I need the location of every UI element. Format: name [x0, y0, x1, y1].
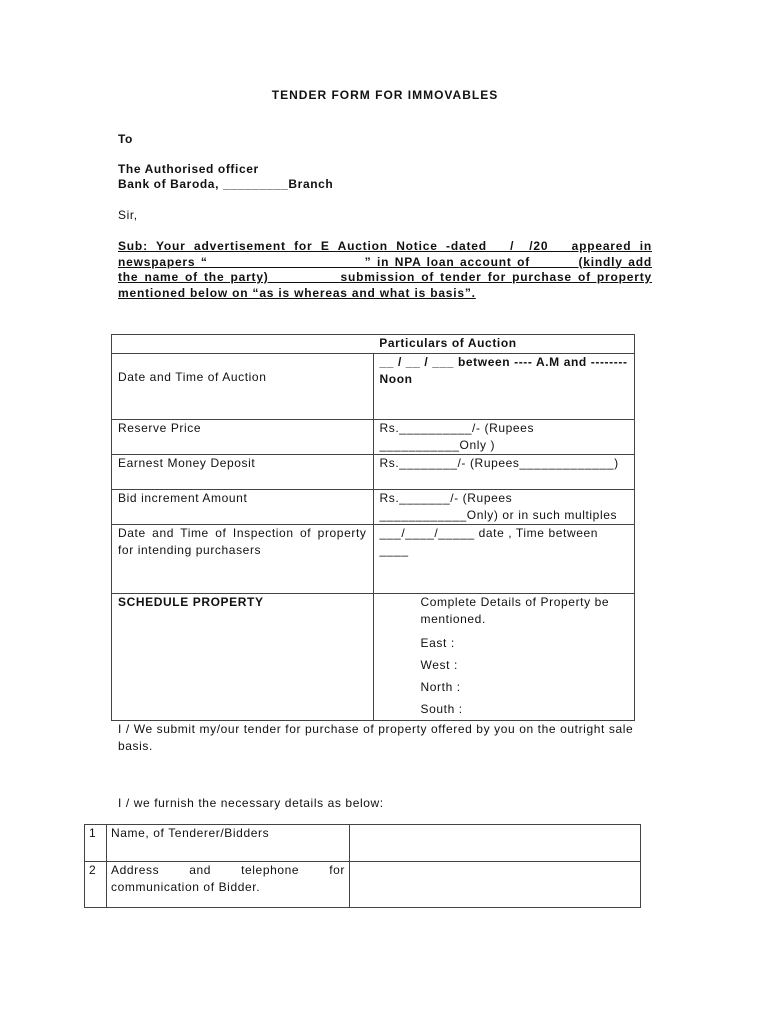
auction-datetime-value-cell[interactable]: [373, 354, 635, 420]
table-row: [85, 862, 641, 908]
subject-line-4: mentioned below on “as is whereas and what is basis”.: [118, 285, 476, 300]
inspection-label-cell: [112, 525, 374, 594]
schedule-value-cell[interactable]: [373, 594, 635, 721]
particulars-heading: Particulars of Auction: [379, 336, 517, 350]
table-row: [112, 525, 635, 594]
auction-particulars-table: [111, 334, 635, 721]
to-label: To: [118, 132, 133, 146]
schedule-north: North :: [420, 680, 461, 694]
table-row: [85, 825, 641, 862]
schedule-intro: Complete Details of Property be mentioned.: [420, 595, 610, 626]
inspection-value: ___/____/_____ date , Time between ____: [379, 526, 599, 557]
bid-increment-label: Bid increment Amount: [118, 491, 248, 505]
bid-increment-label-cell: [112, 490, 374, 525]
table-row: [112, 335, 635, 354]
bid-increment-value: Rs._______/- (Rupees ____________Only) or in such multiples: [379, 491, 618, 522]
bid-increment-value-cell[interactable]: [373, 490, 635, 525]
emd-value: Rs.________/- (Rupees_____________): [379, 456, 619, 470]
auction-datetime-value: __ / __ / ___ between ---- A.M and -------- Noon: [379, 355, 628, 386]
salutation: Sir,: [118, 208, 138, 222]
bidder-address-label: Address and telephone for communication of Bidder.: [107, 862, 350, 908]
reserve-price-value: Rs.__________/- (Rupees ___________Only ): [379, 421, 535, 452]
table-row: [112, 354, 635, 420]
auction-datetime-label-cell: [112, 354, 374, 420]
emd-value-cell[interactable]: [373, 455, 635, 490]
reserve-price-label-cell: [112, 420, 374, 455]
bidder-name-field[interactable]: [350, 825, 641, 862]
subject-line-1: Sub: Your advertisement for E Auction Notice -dated __/__/20__ appeared in: [118, 239, 652, 253]
auction-datetime-label: Date and Time of Auction: [118, 370, 267, 384]
subject-line-3: the name of the party) ________ submission of tender for purchase of property: [118, 270, 652, 284]
addressee-line-1: The Authorised officer: [118, 162, 259, 176]
row-number: 2: [85, 862, 107, 908]
table-row: [112, 420, 635, 455]
emd-label-cell: [112, 455, 374, 490]
inspection-label: Date and Time of Inspection of property for intending purchasers: [118, 526, 367, 557]
subject-line-2: newspapers “_____________________” in NPA loan account of _____ (kindly add: [118, 254, 652, 269]
table-row: [112, 455, 635, 490]
subject-block: [118, 239, 652, 301]
schedule-label: SCHEDULE PROPERTY: [118, 595, 264, 609]
submission-statement: I / We submit my/our tender for purchase of property offered by you on the outright sale basis.: [118, 722, 634, 753]
table-row: [112, 594, 635, 721]
emd-label: Earnest Money Deposit: [118, 456, 256, 470]
inspection-value-cell[interactable]: [373, 525, 635, 594]
schedule-south: South :: [420, 702, 463, 716]
page-title: TENDER FORM FOR IMMOVABLES: [271, 88, 499, 102]
row-number: 1: [85, 825, 107, 862]
bidder-name-label: Name, of Tenderer/Bidders: [107, 825, 350, 862]
reserve-price-label: Reserve Price: [118, 421, 202, 435]
particulars-heading-cell: [112, 335, 635, 354]
schedule-west: West :: [420, 658, 458, 672]
addressee-line-2: Bank of Baroda, _________Branch: [118, 177, 334, 191]
table-row: [112, 490, 635, 525]
furnish-statement: I / we furnish the necessary details as below:: [118, 796, 384, 810]
bidder-details-table: [84, 824, 641, 908]
bidder-address-field[interactable]: [350, 862, 641, 908]
schedule-east: East :: [420, 636, 455, 650]
schedule-label-cell: [112, 594, 374, 721]
reserve-price-value-cell[interactable]: [373, 420, 635, 455]
